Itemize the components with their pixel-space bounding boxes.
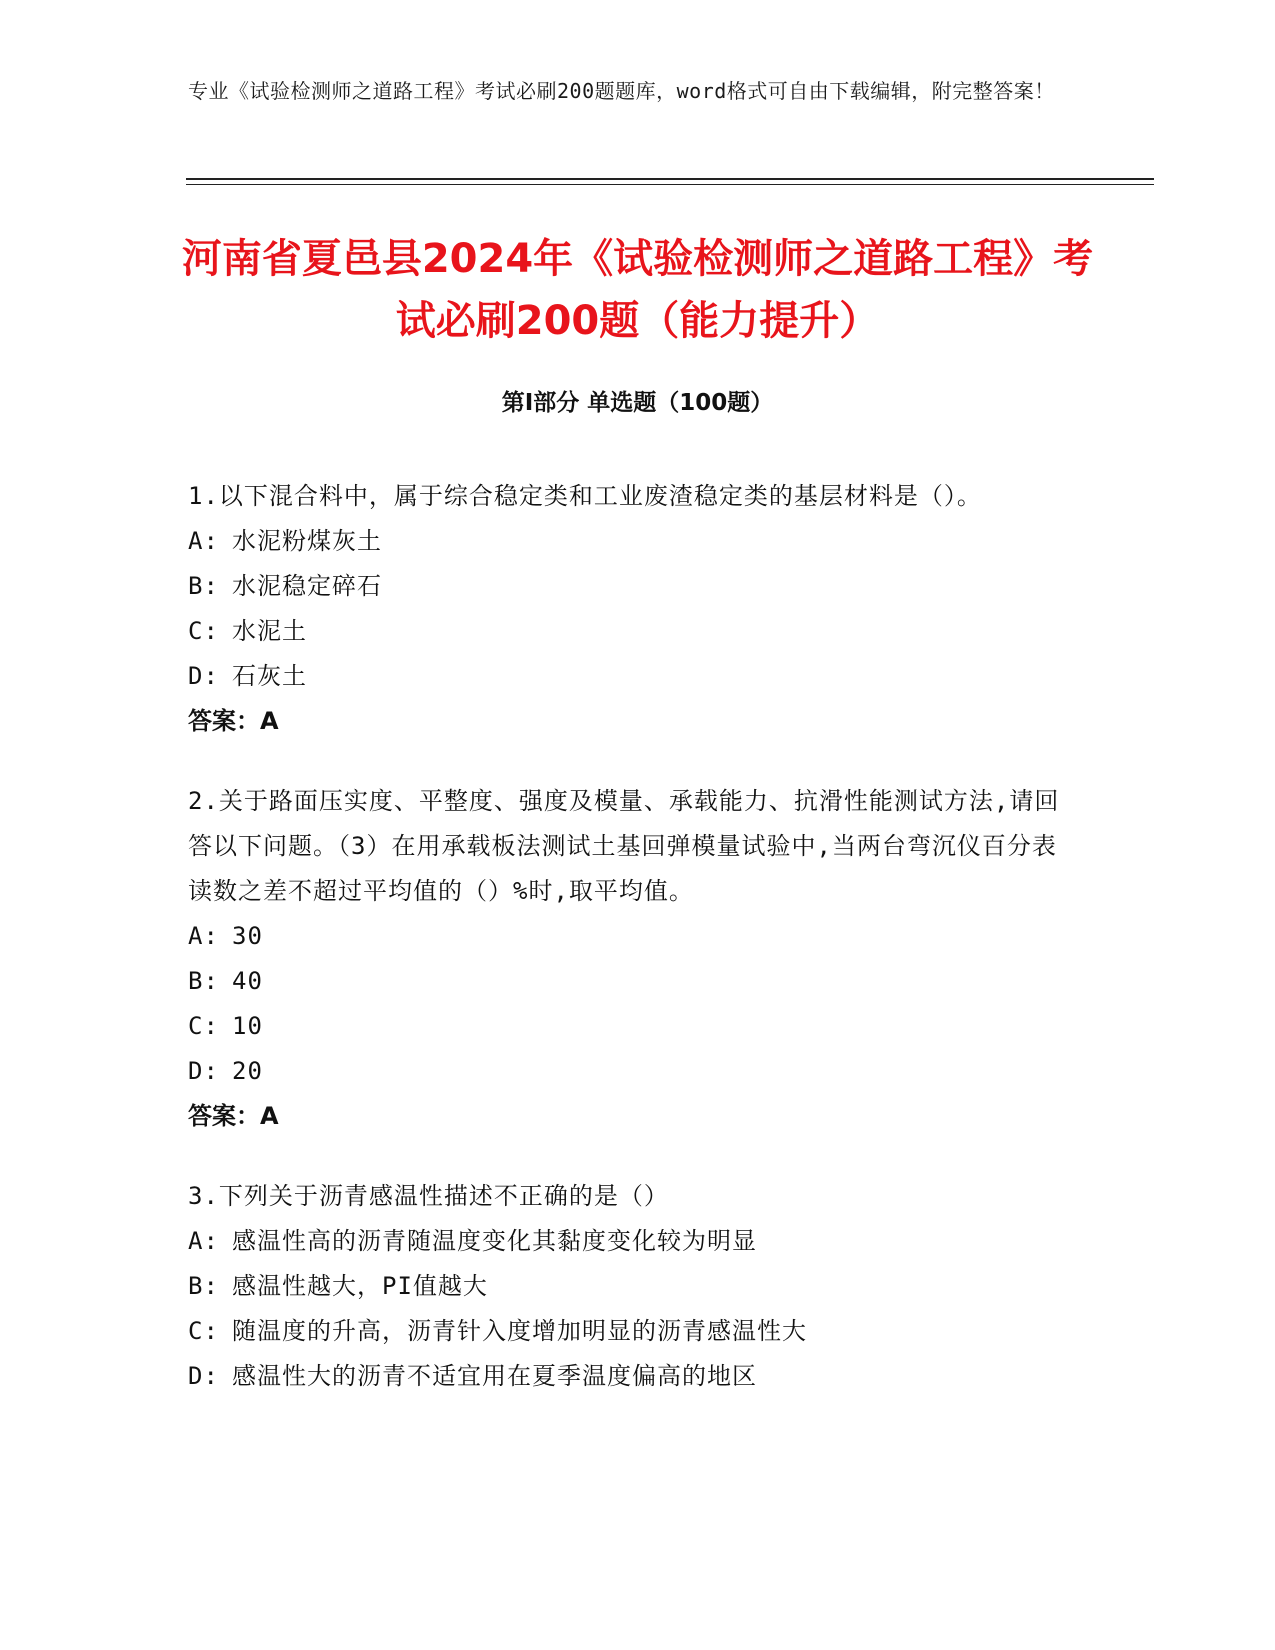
option-a bbox=[188, 1219, 1078, 1264]
option-b bbox=[188, 564, 1078, 609]
question-stem: 3.下列关于沥青感温性描述不正确的是（） bbox=[188, 1182, 669, 1210]
option-text: 水泥稳定碎石 bbox=[232, 572, 382, 600]
option-text: 感温性大的沥青不适宜用在夏季温度偏高的地区 bbox=[232, 1362, 757, 1390]
option-c bbox=[188, 609, 1078, 654]
header-divider-thick bbox=[186, 178, 1154, 180]
option-d bbox=[188, 1049, 1078, 1094]
option-letter: A: bbox=[188, 922, 219, 950]
option-b bbox=[188, 959, 1078, 1004]
option-text: 感温性越大，PI值越大 bbox=[232, 1272, 488, 1300]
header-note: 专业《试验检测师之道路工程》考试必刷200题题库，word格式可自由下载编辑，附完整答案！ bbox=[188, 79, 1055, 103]
option-letter: C: bbox=[188, 1012, 219, 1040]
answer-value: A bbox=[260, 1102, 279, 1130]
answer-label: 答案： bbox=[188, 1102, 260, 1130]
option-letter: D: bbox=[188, 1057, 219, 1085]
answer-line bbox=[188, 699, 1078, 744]
question-stem: 1.以下混合料中，属于综合稳定类和工业废渣稳定类的基层材料是（）。 bbox=[188, 482, 982, 510]
option-text: 水泥粉煤灰土 bbox=[232, 527, 382, 555]
section-heading: 第I部分 单选题（100题） bbox=[501, 390, 774, 416]
option-d bbox=[188, 654, 1078, 699]
option-text: 20 bbox=[232, 1057, 263, 1085]
question-stem: 2.关于路面压实度、平整度、强度及模量、承载能力、抗滑性能测试方法,请回答以下问题。（3）在用承载板法测试土基回弹模量试验中,当两台弯沉仪百分表读数之差不超过平均值的（）%时,取平均值。 bbox=[188, 787, 1060, 905]
question-list bbox=[188, 474, 1078, 1434]
answer-value: A bbox=[260, 707, 279, 735]
document-title: 河南省夏邑县2024年《试验检测师之道路工程》考试必刷200题（能力提升） bbox=[181, 236, 1094, 344]
option-letter: D: bbox=[188, 1362, 219, 1390]
option-c bbox=[188, 1309, 1078, 1354]
option-text: 10 bbox=[232, 1012, 263, 1040]
option-d bbox=[188, 1354, 1078, 1399]
option-text: 水泥土 bbox=[232, 617, 307, 645]
option-text: 30 bbox=[232, 922, 263, 950]
option-a bbox=[188, 519, 1078, 564]
option-text: 40 bbox=[232, 967, 263, 995]
answer-line bbox=[188, 1094, 1078, 1139]
option-text: 石灰土 bbox=[232, 662, 307, 690]
option-text: 感温性高的沥青随温度变化其黏度变化较为明显 bbox=[232, 1227, 757, 1255]
option-letter: B: bbox=[188, 967, 219, 995]
option-c bbox=[188, 1004, 1078, 1049]
option-a bbox=[188, 914, 1078, 959]
option-b bbox=[188, 1264, 1078, 1309]
option-text: 随温度的升高，沥青针入度增加明显的沥青感温性大 bbox=[232, 1317, 807, 1345]
option-letter: A: bbox=[188, 527, 219, 555]
option-letter: D: bbox=[188, 662, 219, 690]
option-letter: B: bbox=[188, 572, 219, 600]
question-item bbox=[188, 779, 1078, 1139]
option-letter: B: bbox=[188, 1272, 219, 1300]
option-letter: A: bbox=[188, 1227, 219, 1255]
question-item bbox=[188, 474, 1078, 744]
answer-label: 答案： bbox=[188, 707, 260, 735]
option-letter: C: bbox=[188, 1317, 219, 1345]
option-letter: C: bbox=[188, 617, 219, 645]
question-item bbox=[188, 1174, 1078, 1399]
header-divider-thin bbox=[186, 184, 1154, 185]
